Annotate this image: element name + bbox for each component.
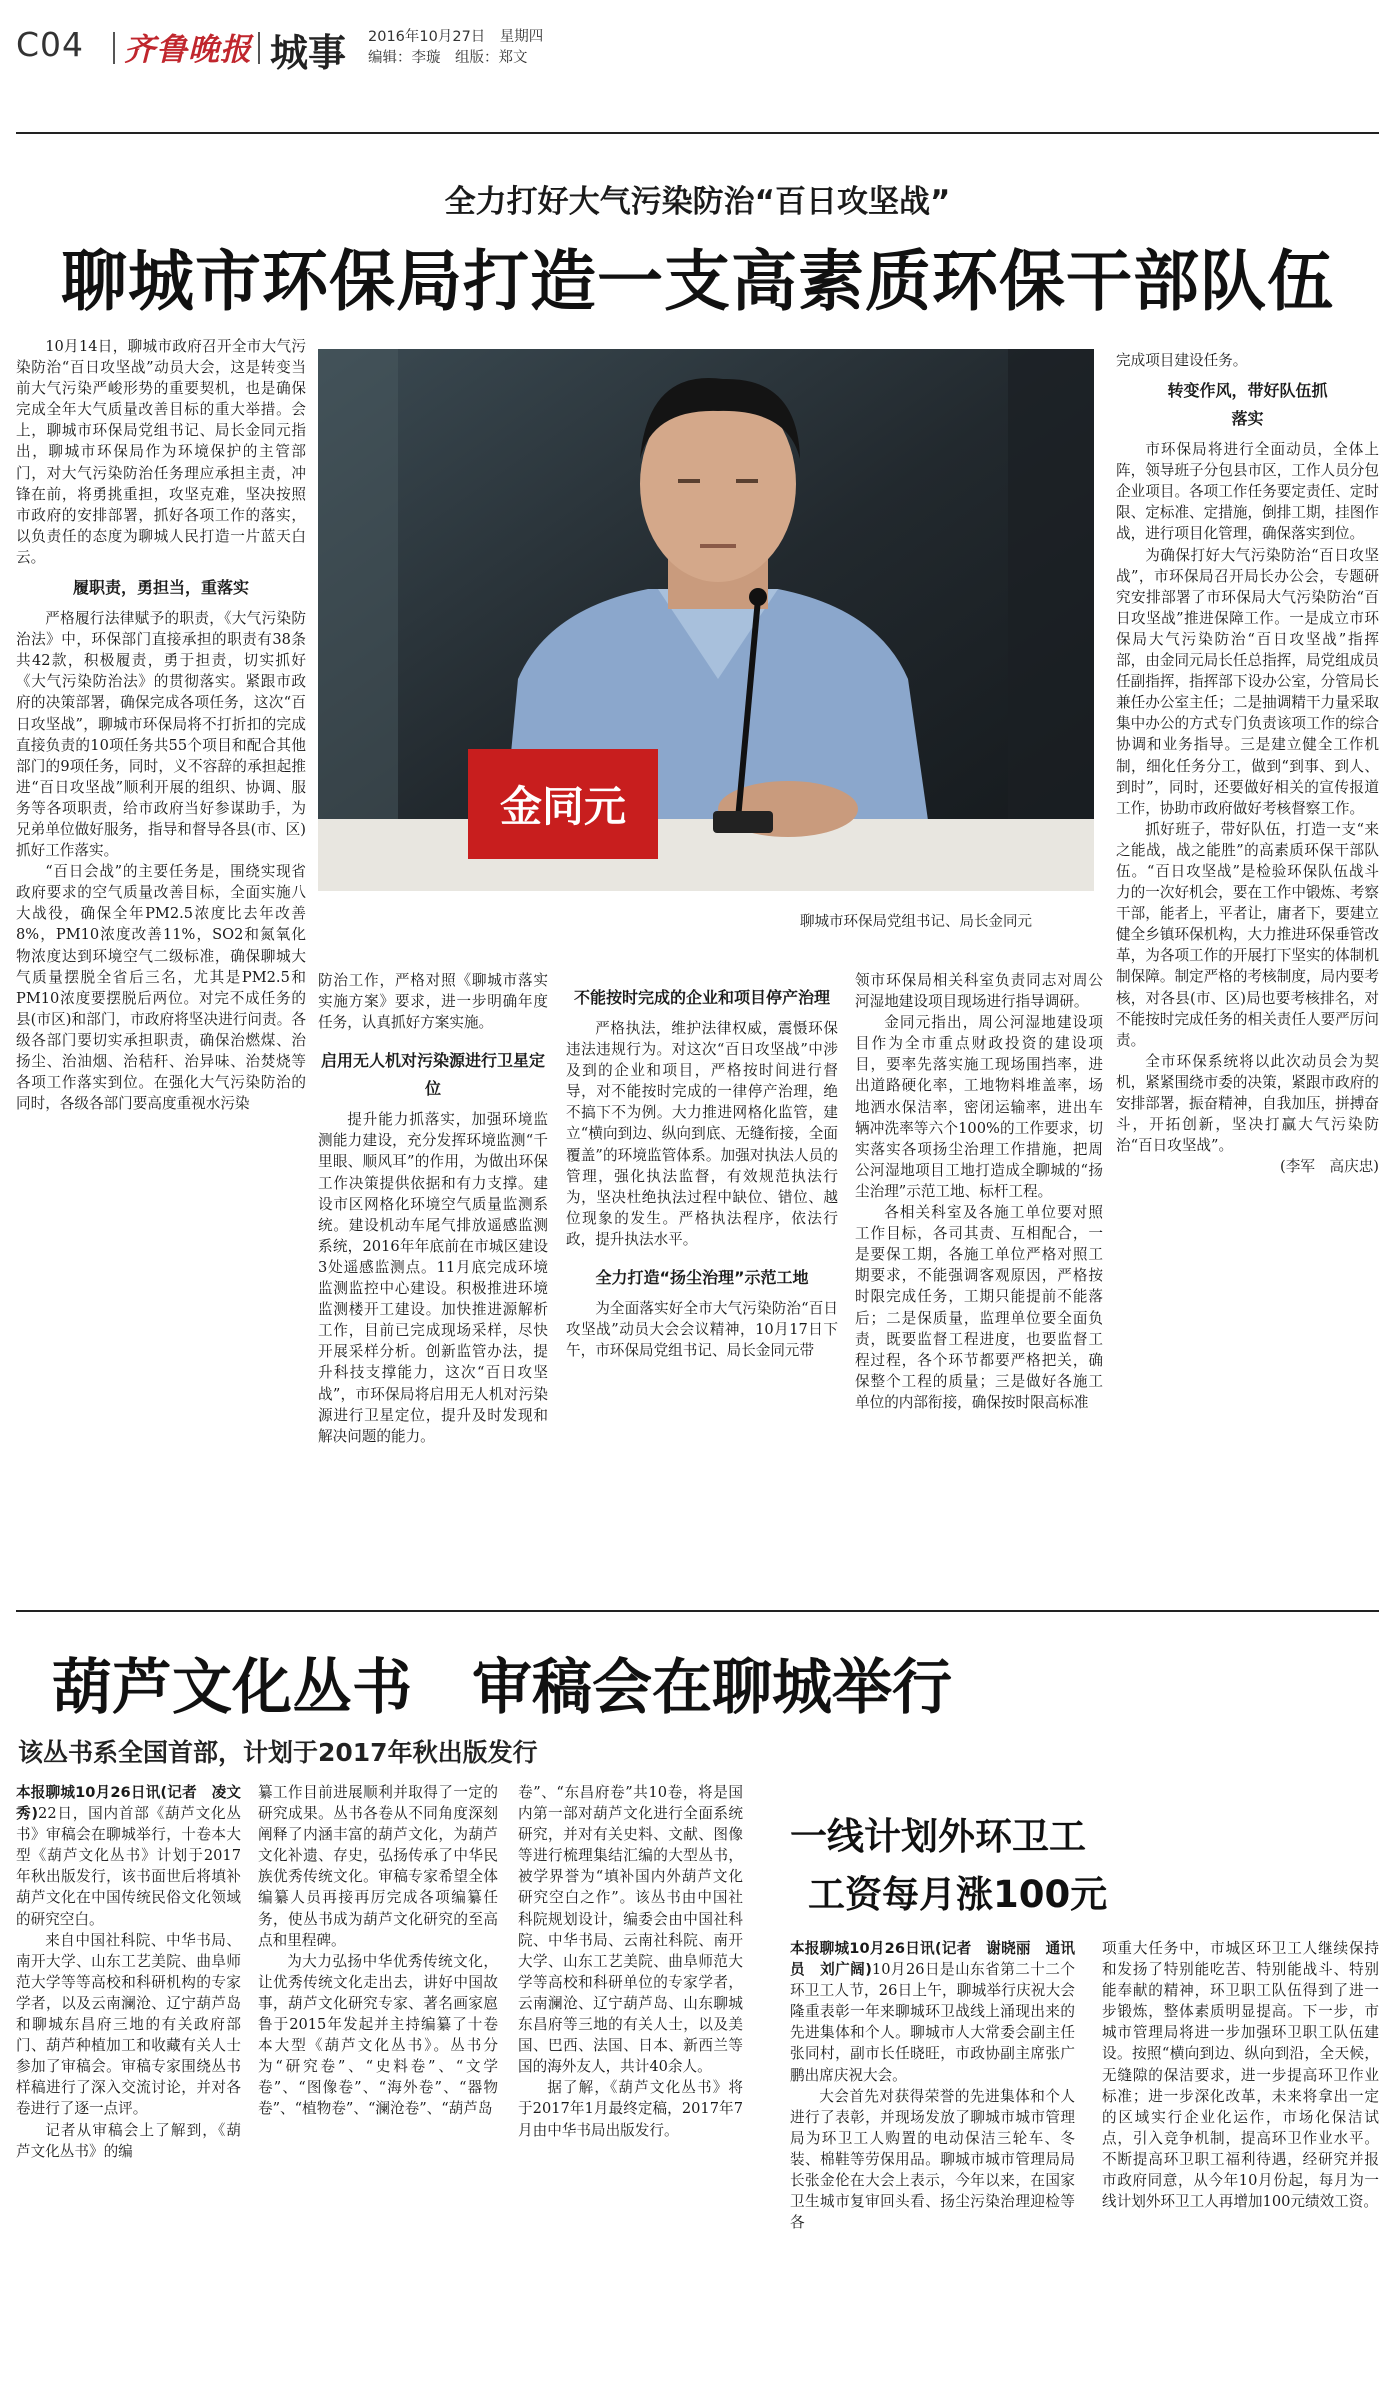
article2-headline: 葫芦文化丛书 审稿会在聊城举行 <box>52 1653 952 1723</box>
paragraph: 为确保打好大气污染防治“百日攻坚战”，市环保局召开局长办公会，专题研究安排部署了市环保局大气污染防治“百日攻坚战”推进保障工作。一是成立市环保局大气污染防治“百日攻坚战”指挥部，由金同元局长任总指挥，局党组成员任副指挥，指挥部下设办公室，分管局长兼任办公室主任；二是抽调精干力量采取集中办公的方式专门负责该项工作的综合协调和业务指导。三是建立健全工作机制，细化任务分工，做到“到事、到人、到时”，同时，还要做好相关的宣传报道工作，协助市政府做好考核督察工作。 <box>1116 546 1379 817</box>
paragraph: 防治工作，严格对照《聊城市落实实施方案》要求，进一步明确年度任务，认真抓好方案实施。 <box>318 972 548 1032</box>
paragraph: 领市环保局相关科室负责同志对周公河湿地建设项目现场进行指导调研。 <box>855 972 1103 1011</box>
paragraph: 全市环保系统将以此次动员会为契机，紧紧围绕市委的决策，紧跟市政府的安排部署，振奋精神，自我加压，拼搏奋斗，开拓创新，坚决打赢大气污染防治“百日攻坚战”。 <box>1116 1052 1379 1155</box>
dateline: 本报聊城10月26日讯(记者 凌文秀) <box>16 1784 241 1823</box>
article2-column-3 <box>518 1782 743 2141</box>
paragraph: “百日会战”的主要任务是，围绕实现省政府要求的空气质量改善目标，全面实施八大战役，确保全年PM2.5浓度比去年改善8%，PM10浓度改善11%，SO2和氮氧化物浓度达到环境空气二级标准，确保聊城大气质量摆脱全省后三名，尤其是PM2.5和PM10浓度要摆脱后两位。对完不成任务的县(市区)和部门，市政府将坚决进行问责。各级各部门要切实承担职责，确保治燃煤、治扬尘、治油烟、治秸秆、治异味、治焚烧等各项工作落实到位。在强化大气污染防治的同时，各级各部门要高度重视水污染 <box>16 863 306 1113</box>
paragraph: 严格执法，维护法律权威，震慑环保违法违规行为。对这次“百日攻坚战”中涉及到的企业和项目，严格按时间进行督导，对不能按时完成的一律停产治理，绝不搞下不为例。大力推进网格化监管，建立“横向到边、纵向到底、无缝衔接，全面覆盖”的环境监管体系。加强对执法人员的管理，强化执法监督，有效规范执法行为，坚决杜绝执法过程中缺位、错位、越位现象的发生。严格执法程序，依法行政，提升执法水平。 <box>566 1020 838 1248</box>
article3-column-1 <box>790 1938 1075 2233</box>
paragraph: 抓好班子，带好队伍，打造一支“来之能战，战之能胜”的高素质环保干部队伍。“百日攻坚战”是检验环保队伍战斗力的一次好机会，要在工作中锻炼、考察干部，能者上，平者让，庸者下，要建立健全乡镇环保机构，大力推进环保垂管改革，为各项工作的开展打下坚实的体制机制保障。制定严格的考核制度，局内要考核，对各县(市、区)局也要考核排名，对不能按时完成任务的相关责任人要严厉问责。 <box>1116 820 1379 1049</box>
article1-column-3 <box>566 978 838 1361</box>
article2-subhead: 该丛书系全国首部，计划于2017年秋出版发行 <box>18 1738 538 1767</box>
paragraph: 市环保局将进行全面动员，全体上阵，领导班子分包县市区，工作人员分包企业项目。各项工作任务要定责任、定时限、定标准、定措施，倒排工期，挂图作战，进行项目化管理，确保落实到位。 <box>1116 441 1379 543</box>
article1-column-2 <box>318 970 548 1447</box>
dateline: 本报聊城10月26日讯(记者 谢晓丽 通讯员 刘广阔) <box>790 1940 1075 1979</box>
article1-column-1 <box>16 336 306 1114</box>
paragraph: 来自中国社科院、中华书局、南开大学、山东工艺美院、曲阜师范大学等等高校和科研机构的专家学者，以及云南澜沧、辽宁葫芦岛和聊城东昌府三地的有关政府部门、葫芦种植加工和收藏有关人士参加了审稿会。审稿专家围绕丛书样稿进行了深入交流讨论，并对各卷进行了逐一点评。 <box>16 1931 241 2118</box>
paragraph: 10月14日，聊城市政府召开全市大气污染防治“百日攻坚战”动员大会，这是转变当前大气污染严峻形势的重要契机，也是确保完成全年大气质量改善目标的重大举措。会上，聊城市环保局党组书记、局长金同元指出，聊城市环保局作为环境保护的主管部门，对大气污染防治任务理应承担主责，冲锋在前，将勇挑重担，攻坚克难，坚决按照市政府的安排部署，抓好各项工作的落实，以负责任的态度为聊城人民打造一片蓝天白云。 <box>16 338 306 566</box>
paragraph: 为全面落实好全市大气污染防治“百日攻坚战”动员大会会议精神，10月17日下午，市环保局党组书记、局长金同元带 <box>566 1300 838 1360</box>
article1-kicker: 全力打好大气污染防治“百日攻坚战” <box>444 184 951 220</box>
header-divider <box>113 32 115 64</box>
paragraph: 记者从审稿会上了解到，《葫芦文化丛书》的编 <box>16 2121 241 2160</box>
paragraph: 纂工作目前进展顺利并取得了一定的研究成果。丛书各卷从不同角度深刻阐释了内涵丰富的葫芦文化，为葫芦文化补遗、存史，弘扬传承了中华民族优秀传统文化。审稿专家希望全体编纂人员再接再厉完成各项编纂任务，使丛书成为葫芦文化研究的至高点和里程碑。 <box>258 1784 498 1949</box>
paragraph: 金同元指出，周公河湿地建设项目作为全市重点财政投资的建设项目，要率先落实施工现场围挡率，进出道路硬化率，工地物料堆盖率，场地洒水保洁率，密闭运输率，进出车辆冲洗率等六个100%的工作要求，切实落实各项扬尘治理工作措施，把周公河湿地项目工地打造成全聊城的“扬尘治理”示范工地、标杆工程。 <box>855 1014 1103 1200</box>
paragraph: 项重大任务中，市城区环卫工人继续保持和发扬了特别能吃苦、特别能战斗、特别能奉献的精神，环卫职工队伍得到了进一步锻炼，整体素质明显提高。下一步，市城市管理局将进一步加强环卫职工队伍建设。按照“横向到边、纵向到沿，全天候，无缝隙的保洁要求，进一步提高环卫作业标准；进一步深化改革，未来将拿出一定的区域实行企业化运作，市场化保洁试点，引入竞争机制，提高环卫作业水平。不断提高环卫职工福利待遇，经研究并报市政府同意，从今年10月份起，每月为一线计划外环卫工人再增加100元绩效工资。 <box>1102 1940 1379 2211</box>
subheading: 履职责，勇担当，重落实 <box>72 578 249 598</box>
paragraph: 提升能力抓落实，加强环境监测能力建设，充分发挥环境监测“千里眼、顺风耳”的作用，为做出环保工作决策提供依据和有力支撑。建设市区网格化环境空气质量监测系统。建设机动车尾气排放遥感监测系统，2016年年底前在市城区建设3处遥感监测点。11月底完成环境监测监控中心建设。积极推进环境监测楼开工建设。加快推进源解析工作，目前已完成现场采样，尽快开展采样分析。创新监管办法，提升科技支撑能力，这次“百日攻坚战”，市环保局将启用无人机对污染源进行卫星定位，提升及时发现和解决问题的能力。 <box>318 1111 548 1445</box>
portrait-illustration <box>318 349 1094 891</box>
nameplate-text: 金同元 <box>499 782 626 831</box>
page-number: C04 <box>16 25 85 64</box>
byline: (李军 高庆忠) <box>1280 1158 1379 1176</box>
article1-column-5 <box>1116 350 1379 1177</box>
article3-headline-line1: 一线计划外环卫工 <box>790 1815 1086 1858</box>
paper-logo: 齐鲁晚报 <box>124 32 252 68</box>
paragraph: 严格履行法律赋予的职责，《大气污染防治法》中，环保部门直接承担的职责有38条共42款，积极履责，勇于担责，切实抓好《大气污染防治法》的贯彻落实。紧跟市政府的决策部署，确保完成各项任务，这次“百日攻坚战”，聊城市环保局将不打折扣的完成直接负责的10项任务共55个项目和配合其他部门的9项任务，同时，义不容辞的承担起推进“百日攻坚战”顺利开展的组织、协调、服务等各项职责，给市政府当好参谋助手，为兄弟单位做好服务，指导和督导各县(市、区)抓好工作落实。 <box>16 610 306 860</box>
subheading: 不能按时完成的企业和项目停产治理 <box>573 988 830 1007</box>
subheading: 转变作风，带好队伍抓落实 <box>1167 381 1328 429</box>
paragraph: 完成项目建设任务。 <box>1116 352 1248 369</box>
photo-caption: 聊城市环保局党组书记、局长金同元 <box>800 914 1032 930</box>
issue-date: 2016年10月27日 星期四 <box>368 29 544 45</box>
article1-column-4 <box>855 970 1103 1413</box>
paragraph: 10月26日是山东省第二十二个环卫工人节，26日上午，聊城举行庆祝大会隆重表彰一年来聊城环卫战线上涌现出来的先进集体和个人。聊城市人大常委会副主任张同村，副市长任晓旺，市政协副主席张广鹏出席庆祝大会。 <box>790 1961 1075 2084</box>
paragraph: 为大力弘扬中华优秀传统文化，让优秀传统文化走出去，讲好中国故事，葫芦文化研究专家、著名画家扈鲁于2015年发起并主持编纂了十卷本大型《葫芦文化丛书》。丛书分为“研究卷”、“史料卷”、“文学卷”、“图像卷”、“海外卷”、“器物卷”、“植物卷”、“澜沧卷”、“葫芦岛 <box>258 1952 498 2118</box>
paragraph: 卷”、“东昌府卷”共10卷，将是国内第一部对葫芦文化进行全面系统研究，并对有关史料、文献、图像等进行梳理集结汇编的大型丛书，被学界誉为“填补国内外葫芦文化研究空白之作”。该丛书由中国社科院规划设计，编委会由中国社科院、中华书局、云南社科院、南开大学、山东工艺美院、曲阜师范大学等高校和科研单位的专家学者，云南澜沧、辽宁葫芦岛、山东聊城东昌府等三地的有关人士，以及美国、巴西、法国、日本、新西兰等国的海外友人，共计40余人。 <box>518 1784 743 2076</box>
editors-line: 编辑：李璇 组版：郑文 <box>368 50 528 66</box>
article1-photo <box>318 349 1094 891</box>
paragraph: 22日，国内首部《葫芦文化丛书》审稿会在聊城举行，十卷本大型《葫芦文化丛书》计划于2017年秋出版发行，该书面世后将填补葫芦文化在中国传统民俗文化领域的研究空白。 <box>16 1805 242 1928</box>
article2-column-1 <box>16 1782 241 2162</box>
article2-column-2 <box>258 1782 498 2120</box>
header-divider <box>258 32 260 64</box>
article1-headline: 聊城市环保局打造一支高素质环保干部队伍 <box>61 243 1334 320</box>
article3-headline-line2: 工资每月涨100元 <box>808 1873 1108 1916</box>
section-rule <box>16 1610 1379 1612</box>
paragraph: 据了解，《葫芦文化丛书》将于2017年1月最终定稿，2017年7月由中华书局出版发行。 <box>518 2079 743 2139</box>
article3-column-2 <box>1102 1938 1379 2212</box>
header-rule <box>16 132 1379 134</box>
subheading: 启用无人机对污染源进行卫星定位 <box>320 1051 545 1099</box>
section-title: 城事 <box>270 31 347 75</box>
subheading: 全力打造“扬尘治理”示范工地 <box>595 1268 809 1288</box>
paragraph: 大会首先对获得荣誉的先进集体和个人进行了表彰，并现场发放了聊城市城市管理局为环卫工人购置的电动保洁三轮车、冬装、棉鞋等劳保用品。聊城市城市管理局局长张金伦在大会上表示，今年以来，在国家卫生城市复审回头看、扬尘污染治理迎检等各 <box>790 2087 1075 2232</box>
paragraph: 各相关科室及各施工单位要对照工作目标，各司其责、互相配合，一是要保工期，各施工单位严格对照工期要求，不能强调客观原因，严格按时限完成任务，工期只能提前不能落后；二是保质量，监理单位要全面负责，既要监督工程进度，也要监督工程过程，各个环节都要严格把关，确保整个工程的质量；三是做好各施工单位的内部衔接，确保按时限高标准 <box>855 1204 1103 1411</box>
